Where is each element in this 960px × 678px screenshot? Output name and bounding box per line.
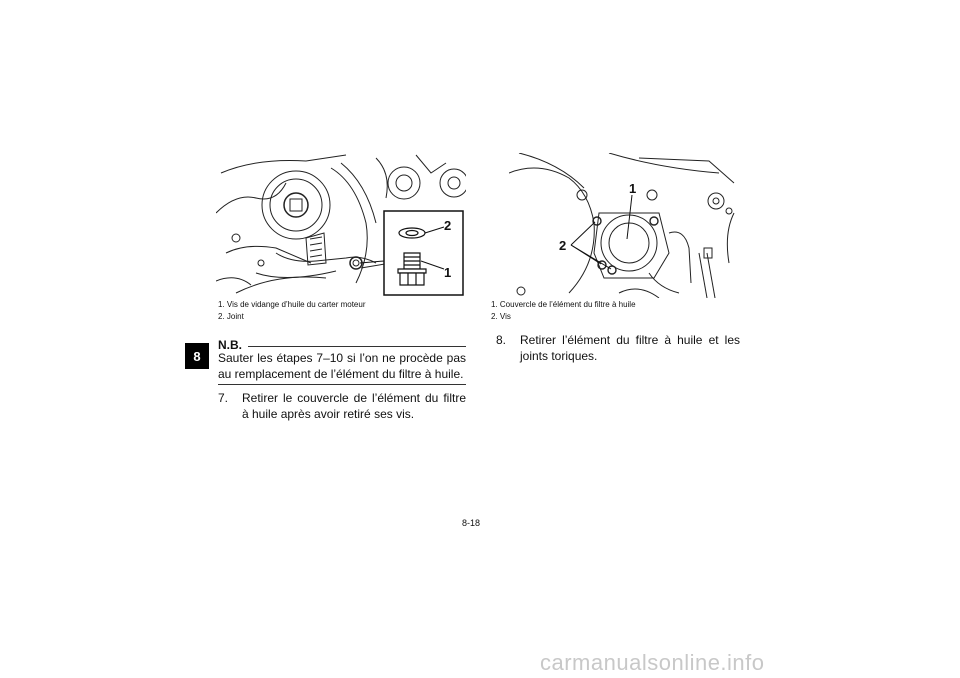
- left-figure-captions: [218, 299, 366, 323]
- drain-bolt-figure: [216, 153, 466, 298]
- step-8: [496, 332, 740, 364]
- caption-item: 1. Couvercle de l’élément du filtre à huile: [491, 300, 636, 309]
- note-top-rule: [248, 346, 466, 347]
- step-text: Retirer le couvercle de l’élément du filtre à huile après avoir retiré ses vis.: [242, 391, 466, 421]
- chapter-number: 8: [193, 348, 201, 364]
- note-bottom-rule: [218, 384, 466, 385]
- callout-2: 2: [444, 218, 452, 233]
- note-label: N.B.: [218, 338, 242, 352]
- step-7: [218, 390, 466, 422]
- watermark: carmanualsonline.info: [540, 650, 765, 675]
- caption-item: 1. Vis de vidange d’huile du carter moteur: [218, 300, 366, 309]
- callout-1: 1: [444, 265, 452, 280]
- callout-2: 2: [559, 238, 567, 253]
- right-figure-captions: [491, 299, 636, 323]
- engine-drain-illustration: [216, 153, 466, 298]
- note-text: Sauter les étapes 7–10 si l’on ne procède pas au remplacement de l’élément du filtre à huile.: [218, 351, 466, 381]
- step-text: Retirer l’élément du filtre à huile et les joints toriques.: [520, 333, 740, 363]
- step-number: 7.: [218, 391, 229, 405]
- caption-item: 2. Vis: [491, 312, 511, 321]
- page-number: 8-18: [462, 518, 481, 528]
- filter-cover-illustration: [509, 153, 739, 298]
- caption-item: 2. Joint: [218, 312, 244, 321]
- step-number: 8.: [496, 333, 507, 347]
- filter-cover-figure: [509, 153, 739, 298]
- callout-1: 1: [629, 181, 637, 196]
- chapter-tab: [185, 343, 209, 369]
